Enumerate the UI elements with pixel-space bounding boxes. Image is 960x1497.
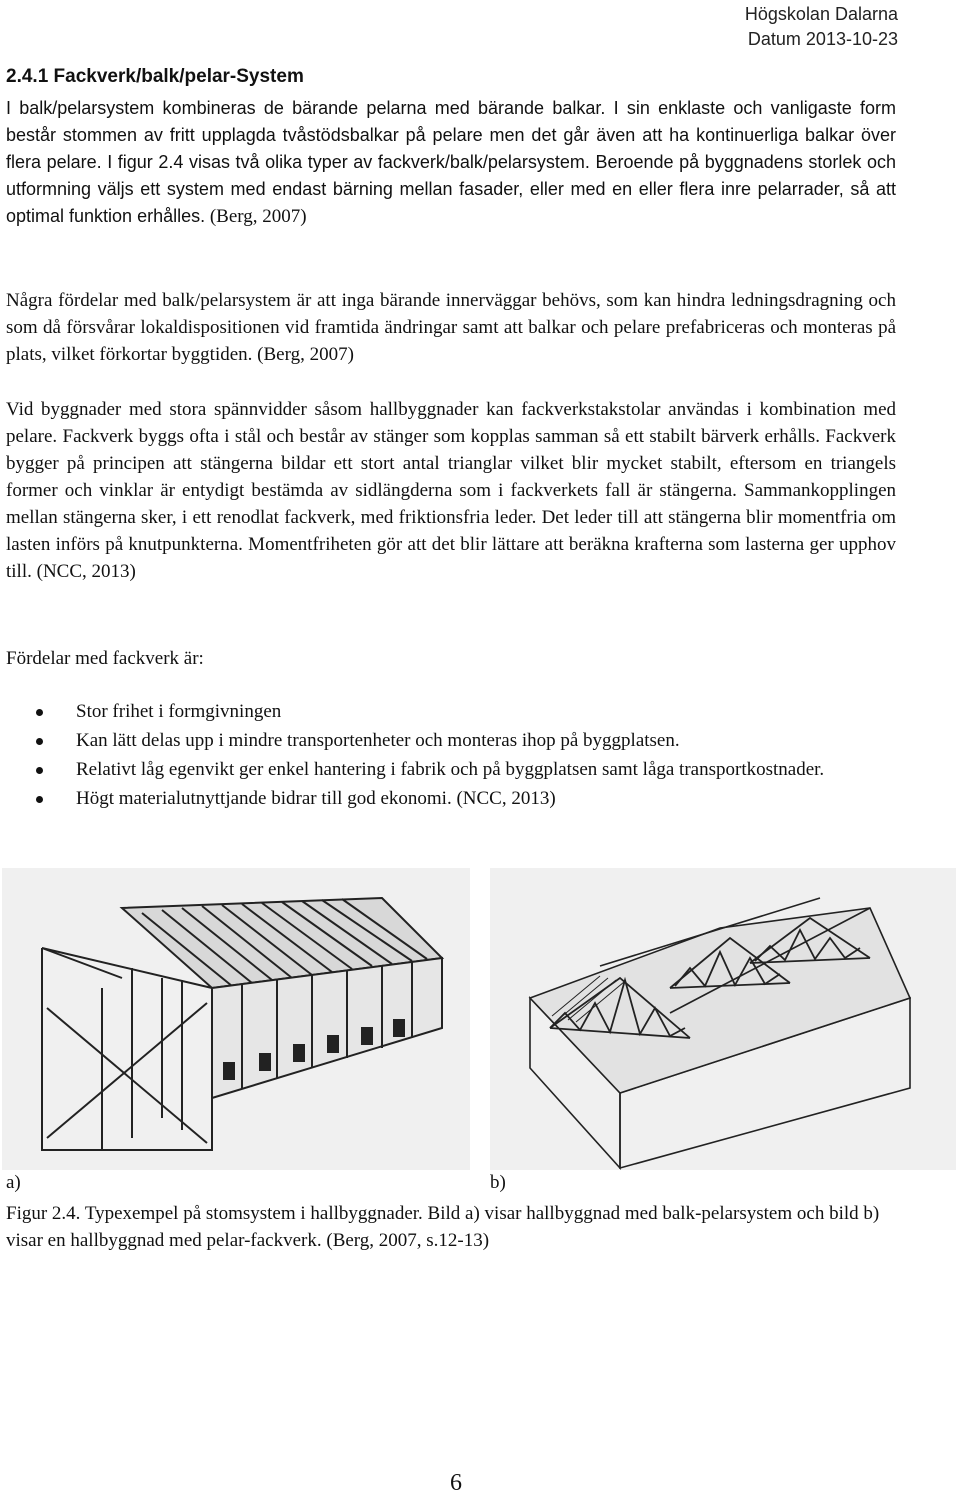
paragraph-balk-pelarsystem <box>6 95 896 230</box>
list-item-text: Kan lätt delas upp i mindre transportenheter och monteras ihop på byggplatsen. <box>76 730 680 751</box>
paragraph-text: I balk/pelarsystem kombineras de bärande pelarna med bärande balkar. I sin enklaste och vanligaste form består stommen av fritt upplagda tvåstödsbalkar på pelare men det går även att ha kontinuerliga balkar över flera pelare. I figur 2.4 visas två olika typer av fackverk/balk/pelarsystem. <box>6 98 896 172</box>
page-header <box>745 2 898 52</box>
header-date: Datum 2013-10-23 <box>747 29 898 49</box>
list-item <box>0 698 900 726</box>
beam-column-hall-drawing <box>2 868 470 1170</box>
paragraph-citation: (Berg, 2007) <box>205 206 307 227</box>
bullet-icon <box>36 738 43 745</box>
advantages-list <box>0 698 900 814</box>
paragraph-fordelar-balk: Några fördelar med balk/pelarsystem är att inga bärande innerväggar behövs, som kan hindra ledningsdragning och som då försvårar lokaldispositionen vid framtida ändringar samt att balkar och pelare prefabriceras och monteras på plats, vilket förkortar byggtiden. (Berg, 2007) <box>6 290 896 365</box>
figure-a-label: a) <box>6 1172 21 1193</box>
figure-b-label: b) <box>490 1172 506 1193</box>
truss-hall-drawing <box>490 868 956 1170</box>
paragraph-fackverk: Vid byggnader med stora spännvidder såsom hallbyggnader kan fackverkstakstolar användas i kombination med pelare. Fackverk byggs ofta i stål och består av stänger som kopplas samman så ett stabilt bärverk erhålls. Fackverk bygger på principen att stängerna bildar ett stort antal trianglar vilket blir mycket stabilt, eftersom en triangels former och vinklar är entydigt bestämda av sidlängderna som i fackverkets fall är stängerna. Sammankopplingen mellan stängerna sker, i ett renodlat fackverk, med friktionsfria leder. Det leder till att stängerna blir momentfria om lasten införs på knutpunkterna. Momentfriheten gör att det blir lättare att beräkna krafterna som lasterna ger upphov till. (NCC, 2013) <box>6 399 896 582</box>
bullet-icon <box>36 796 43 803</box>
figure-b-truss-hall <box>490 868 956 1170</box>
page-number: 6 <box>450 1470 462 1496</box>
list-item-text: Högt materialutnyttjande bidrar till god ekonomi. (NCC, 2013) <box>76 788 556 809</box>
paragraph-fordelar-intro: Fördelar med fackverk är: <box>6 648 204 669</box>
figure-a-beam-column-hall <box>2 868 470 1170</box>
section-heading: 2.4.1 Fackverk/balk/pelar-System <box>6 66 304 87</box>
figure-caption: Figur 2.4. Typexempel på stomsystem i hallbyggnader. Bild a) visar hallbyggnad med balk-pelarsystem och bild b) visar en hallbyggnad med pelar-fackverk. (Berg, 2007, s.12-13) <box>6 1203 880 1251</box>
bullet-icon <box>36 709 43 716</box>
paragraph-text: Beroende på byggnadens storlek och utformning väljs ett system med endast bärning mellan fasader, eller med en eller flera inre pelarrader, så att optimal funktion erhålles. <box>6 152 896 226</box>
list-item <box>0 756 900 784</box>
list-item <box>0 727 900 755</box>
header-institution: Högskolan Dalarna <box>744 4 898 24</box>
list-item-text: Stor frihet i formgivningen <box>76 701 282 722</box>
list-item <box>0 785 900 813</box>
bullet-icon <box>36 767 43 774</box>
list-item-text: Relativt låg egenvikt ger enkel hantering i fabrik och på byggplatsen samt låga transportkostnader. <box>76 759 825 780</box>
